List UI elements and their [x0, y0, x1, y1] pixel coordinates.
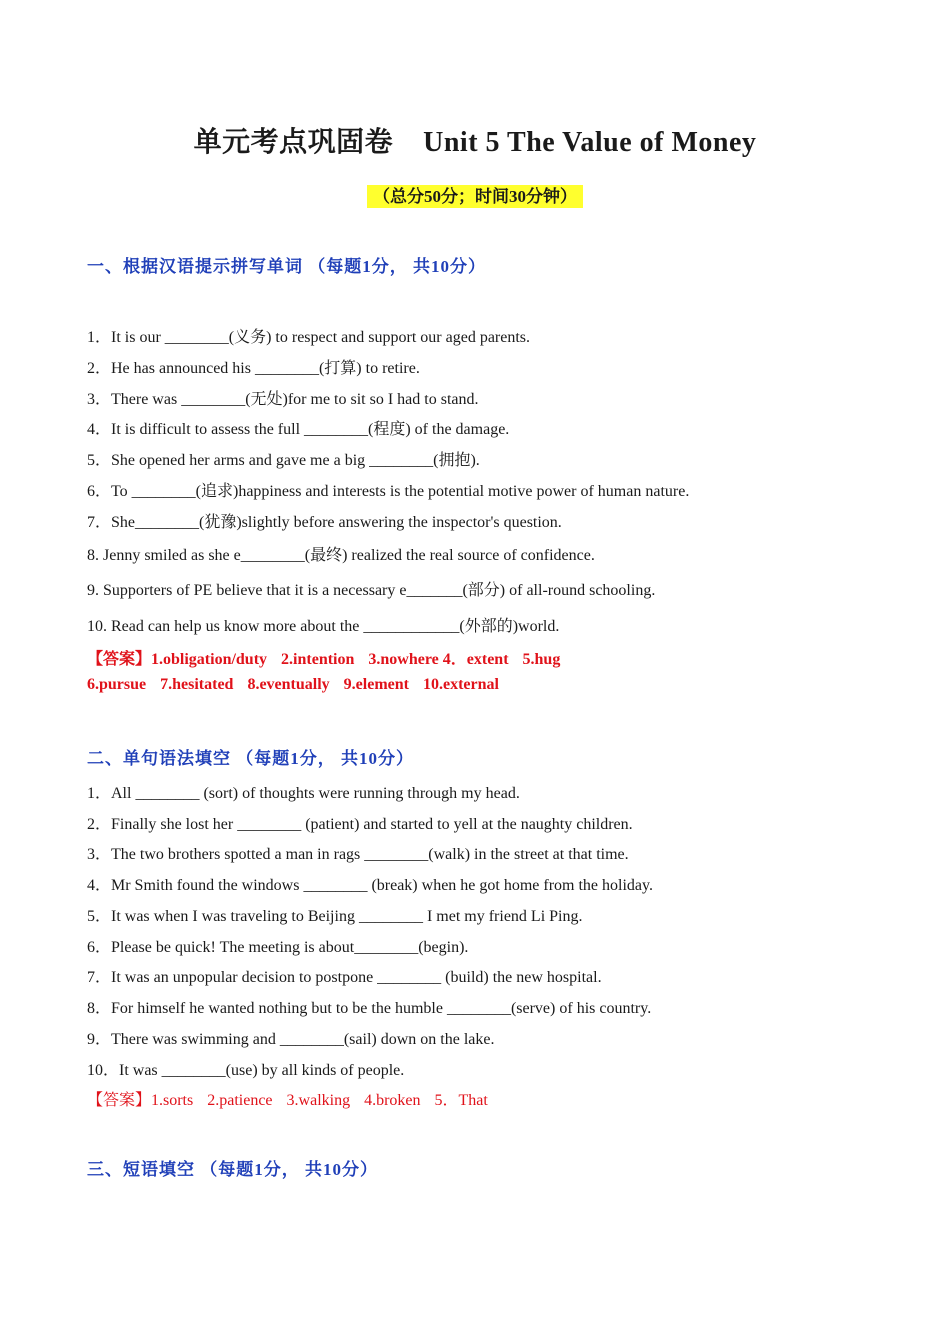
answer-item: 6.pursue [87, 676, 147, 693]
section1-question: 2．He has announced his ________(打算) to retire. [87, 360, 420, 377]
section2-question: 4．Mr Smith found the windows ________ (break) when he got home from the holiday. [87, 877, 653, 894]
section2-question: 5．It was when I was traveling to Beijing ________ I met my friend Li Ping. [87, 908, 583, 925]
section2-question: 1．All ________ (sort) of thoughts were running through my head. [87, 785, 520, 802]
answer-item: 9.element [343, 676, 409, 693]
section1-question: 5．She opened her arms and gave me a big ________(拥抱). [87, 452, 480, 469]
answer-item: 【答案】1.obligation/duty [87, 651, 268, 668]
section1-question: 6．To ________(追求)happiness and interests is the potential motive power of human nature. [87, 483, 690, 500]
section2-question: 3．The two brothers spotted a man in rags ________(walk) in the street at that time. [87, 846, 629, 863]
section1-question: 1．It is our ________(义务) to respect and support our aged parents. [87, 329, 531, 346]
answer-item: 2.patience [207, 1092, 273, 1109]
answer-item: 【答案】1.sorts [87, 1092, 194, 1109]
page-title [0, 120, 950, 160]
answer-item: 8.eventually [247, 676, 330, 693]
section1-answer-line2 [87, 676, 513, 694]
answer-item: 3.walking [286, 1092, 351, 1109]
answer-item: 5.hug [522, 651, 561, 668]
answer-item: 4.broken [364, 1092, 421, 1109]
section1-answer-line1 [87, 646, 574, 669]
answer-item: 2.intention [281, 651, 355, 668]
section2-question: 10．It was ________(use) by all kinds of people. [87, 1062, 405, 1079]
section2-answer [87, 1087, 502, 1110]
section1-question: 3．There was ________(无处)for me to sit so I had to stand. [87, 391, 479, 408]
section1-question: 7．She________(犹豫)slightly before answering the inspector's question. [87, 514, 562, 531]
section2-question: 2．Finally she lost her ________ (patient) and started to yell at the naughty children. [87, 816, 633, 833]
section1-question: 4．It is difficult to assess the full ________(程度) of the damage. [87, 421, 510, 438]
section2-question: 6．Please be quick! The meeting is about________(begin). [87, 939, 469, 956]
section2-heading: 二、单句语法填空 （每题1分， 共10分） [87, 749, 414, 768]
score-time-info [0, 182, 950, 207]
title-english: Unit 5 The Value of Money [423, 127, 757, 158]
answer-item: 7.hesitated [160, 676, 234, 693]
score-time-highlight: （总分50分；时间30分钟） [367, 185, 583, 208]
section1-question: 8. Jenny smiled as she e________(最终) realized the real source of confidence. [87, 547, 595, 564]
section1-question: 10. Read can help us know more about the ____________(外部的)world. [87, 618, 560, 635]
section1-question: 9. Supporters of PE believe that it is a necessary e_______(部分) of all-round schooling. [87, 582, 656, 599]
section1-heading: 一、根据汉语提示拼写单词 （每题1分， 共10分） [87, 257, 486, 276]
section2-question: 9．There was swimming and ________(sail) down on the lake. [87, 1031, 495, 1048]
section2-question: 7．It was an unpopular decision to postpone ________ (build) the new hospital. [87, 969, 602, 986]
section3-heading: 三、短语填空 （每题1分， 共10分） [87, 1160, 378, 1179]
answer-item: 5．That [434, 1092, 488, 1109]
answer-item: 10.external [422, 676, 499, 693]
section2-question: 8．For himself he wanted nothing but to be the humble ________(serve) of his country. [87, 1000, 652, 1017]
answer-item: 3.nowhere 4．extent [368, 651, 509, 668]
title-chinese: 单元考点巩固卷 [193, 127, 394, 158]
